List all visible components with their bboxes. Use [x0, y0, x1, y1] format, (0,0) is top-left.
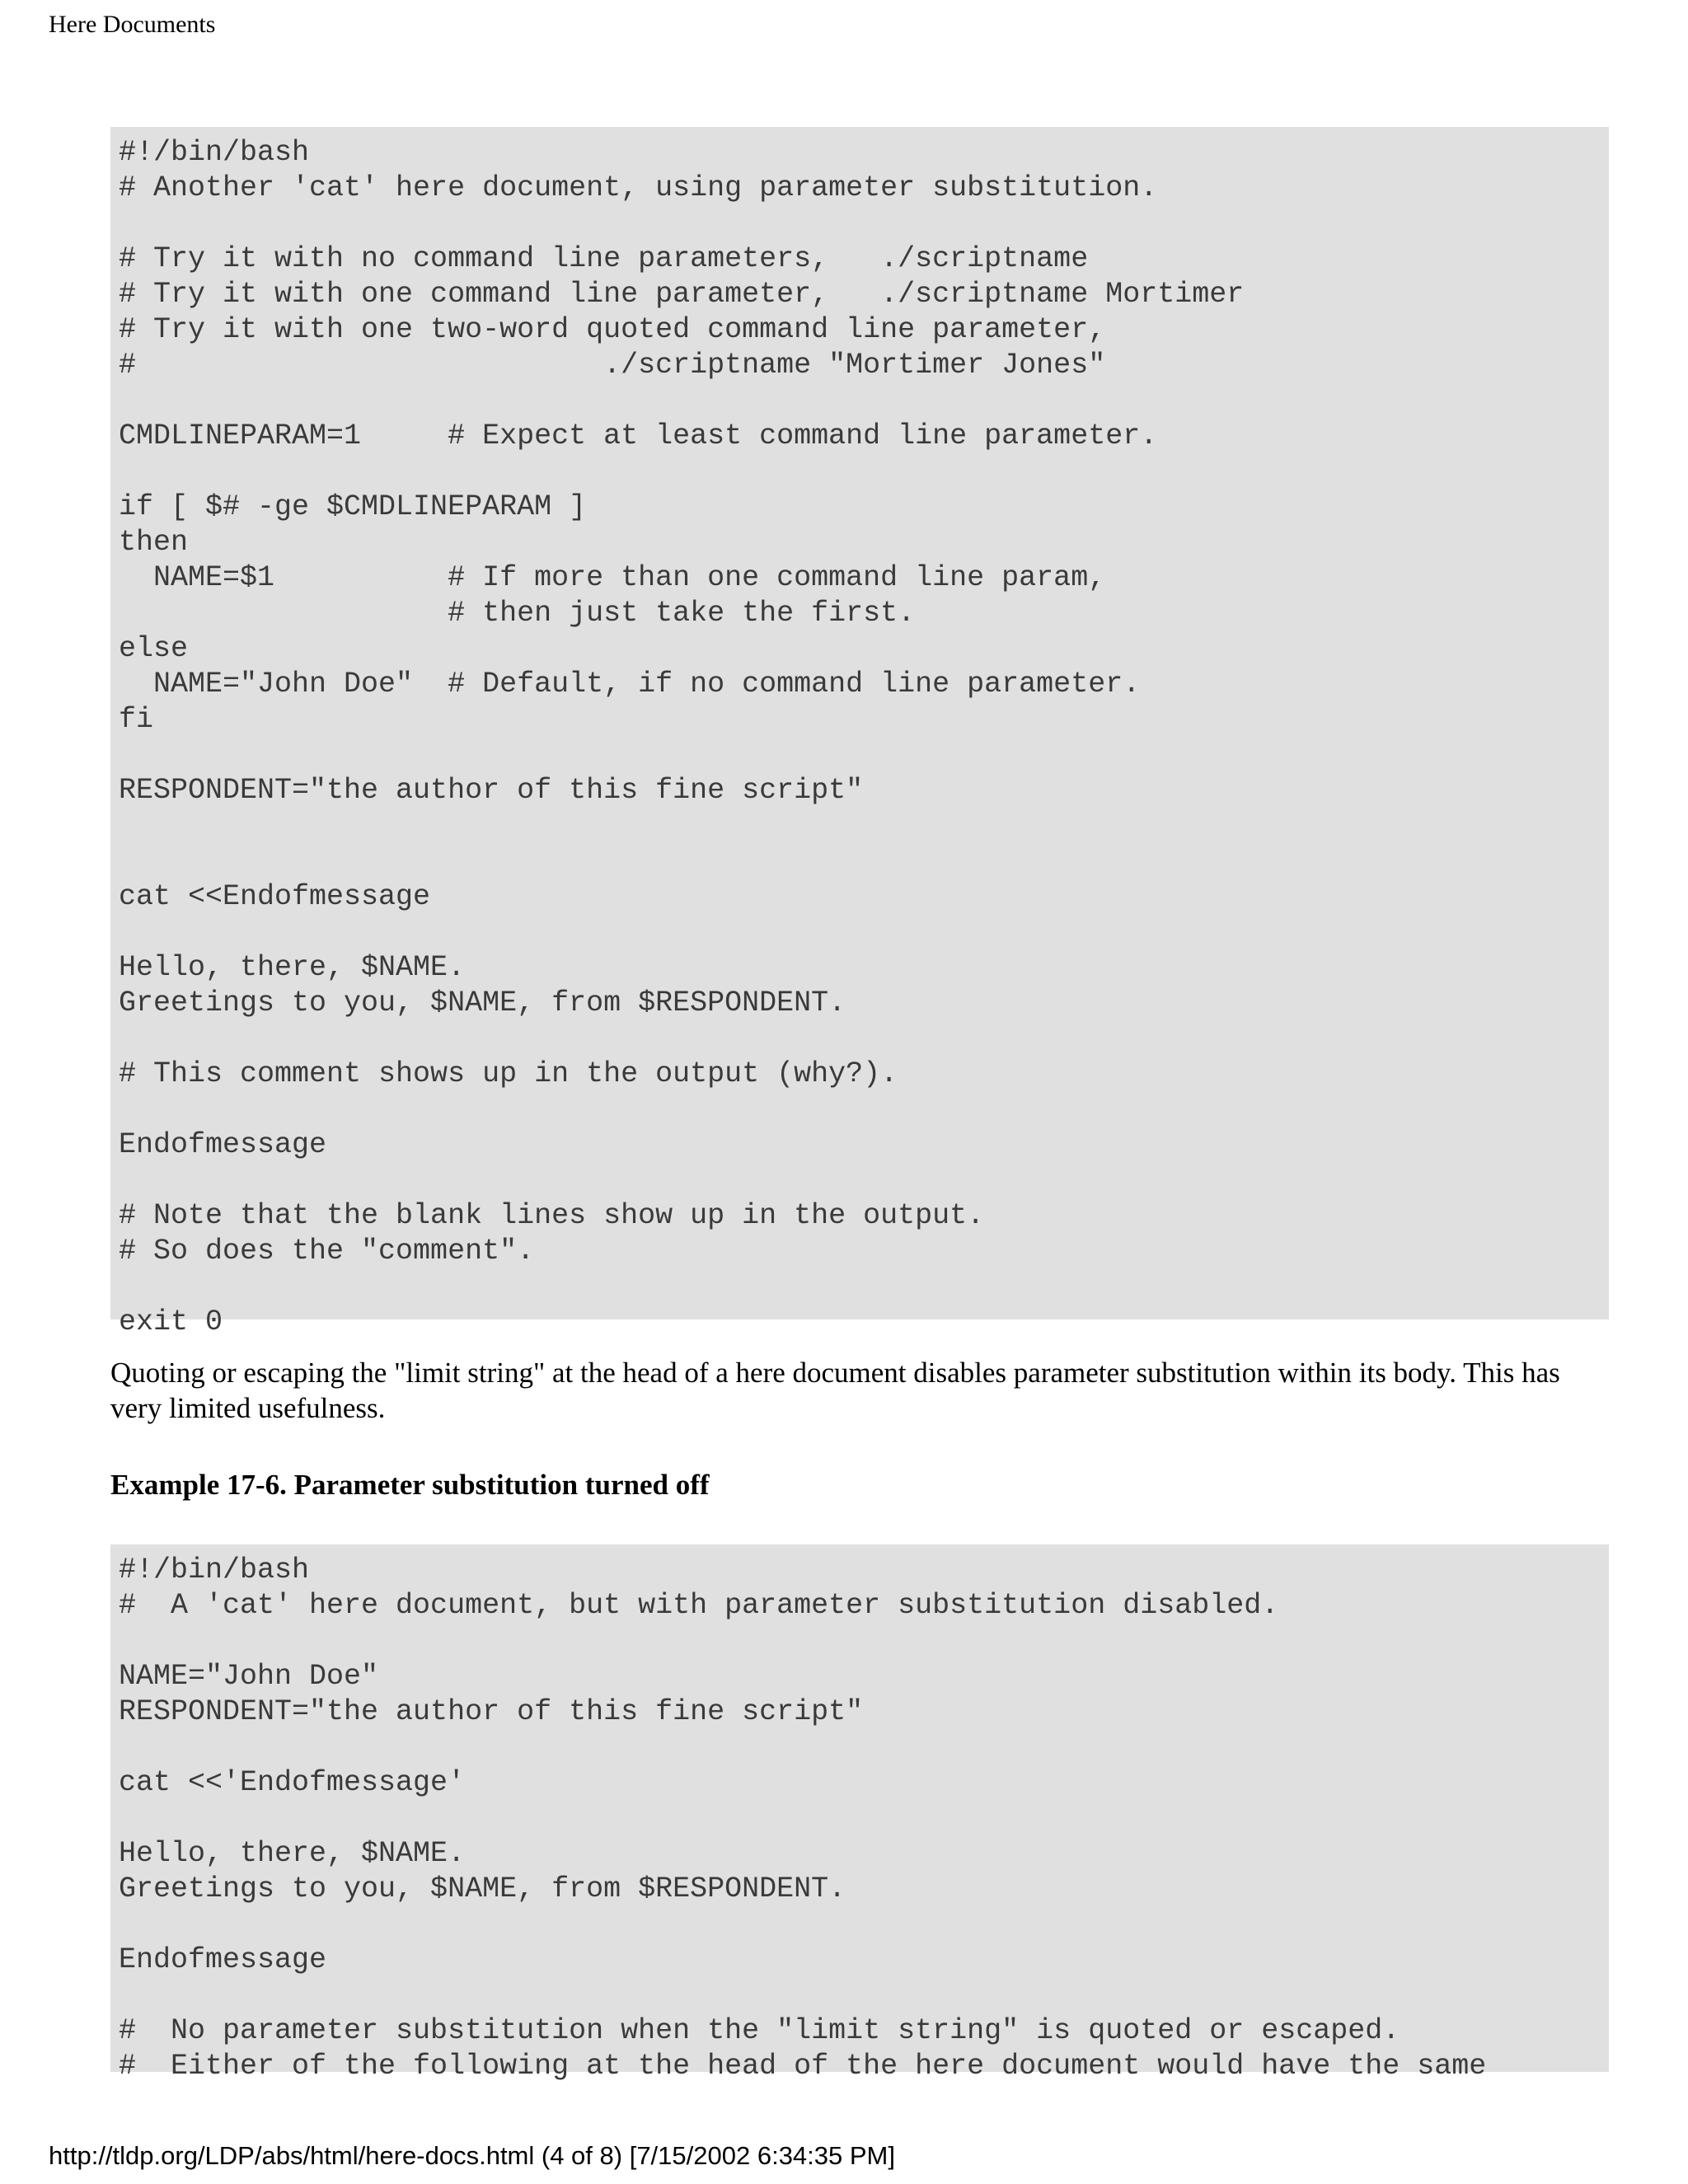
example-caption: Example 17-6. Parameter substitution turned off: [110, 1469, 710, 1501]
code-block-substitution-disabled: [110, 1544, 1609, 2083]
code-text: #!/bin/bash # Another 'cat' here document, using parameter substitution. # Try it with no command line parameters, ./scriptname # Try it with one command line parameter, ./scriptname Mortimer # Try it with one two-word quoted command line parameter, # ./scriptname "Mortimer Jones" CMDLINEPARAM=1 # Expect at least command line parameter. if [ $# -ge $CMDLINEPARAM ] then NAME=$1 # If more than one command line param, # then just take the first. else NAME="John Doe" # Default, if no command line parameter. fi RESPONDENT="the author of this fine script" cat <<Endofmessage Hello, there, $NAME. Greetings to you, $NAME, from $RESPONDENT. # This comment shows up in the output (why?). Endofmessage # Note that the blank lines show up in the output. # So does the "comment". exit 0: [119, 136, 1245, 1338]
page-header-title: Here Documents: [49, 11, 216, 38]
page-footer-url: http://tldp.org/LDP/abs/html/here-docs.html (4 of 8) [7/15/2002 6:34:35 PM]: [49, 2141, 895, 2170]
code-block-heredoc-parameter-substitution: [110, 127, 1609, 1338]
body-paragraph: Quoting or escaping the "limit string" at the head of a here document disables parameter substitution within its body. This has very limited usefulness.: [110, 1357, 1560, 1424]
code-text: #!/bin/bash # A 'cat' here document, but with parameter substitution disabled. NAME="John Doe" RESPONDENT="the author of this fine script" cat <<'Endofmessage' Hello, there, $NAME. Greetings to you, $NAME, from $RESPONDENT. Endofmessage # No parameter substitution when the "limit string" is quoted or escaped. # Either of the following at the head of the here document would have the same: [119, 1554, 1487, 2083]
